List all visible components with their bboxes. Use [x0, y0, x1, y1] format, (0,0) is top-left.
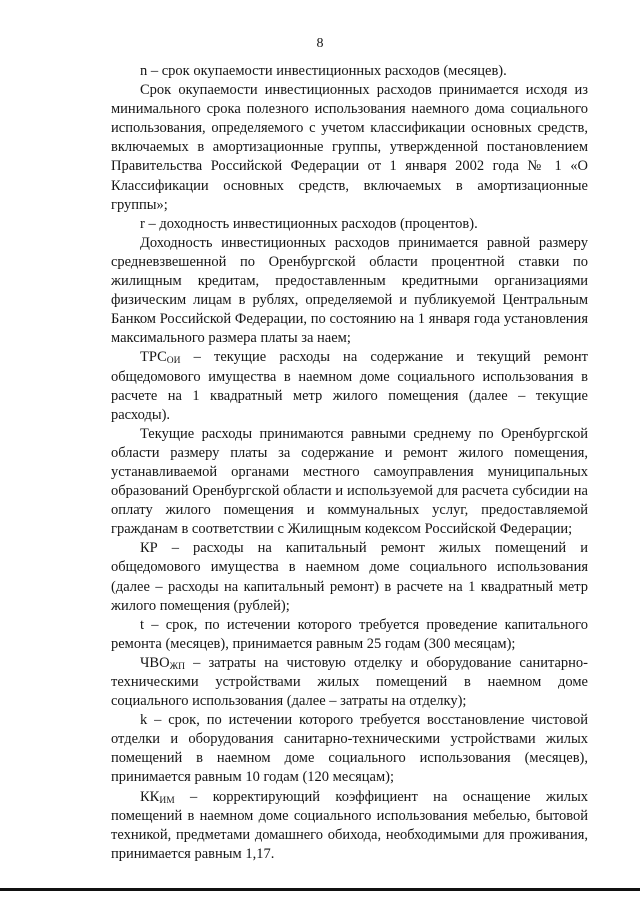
paragraph-payback-period: Срок окупаемости инвестиционных расходов принимается исходя из минимального срока полезного использования наемного дома социального использования, определяемого с учетом классификации основных средств, включаемых в амортизационные группы, утвержденной постановлением Правительства Российской Федерации от 1 января 2002 года № 1 «О Классификации основных средств, включаемых в амортизационные группы»;	[111, 82, 588, 213]
kk-text: – корректирующий коэффициент на оснащение жилых помещений в наемном доме социального использования мебелью, бытовой техникой, предметами домашнего обихода, необходимыми для проживания, принимается равным 1,17.	[111, 788, 588, 862]
term-chvo: ЧВО	[140, 654, 170, 671]
paragraph-t-definition: t – срок, по истечении которого требуется проведение капитального ремонта (месяцев), принимается равным 25 годам (300 месяцам);	[111, 616, 588, 652]
chvo-text: – затраты на чистовую отделку и оборудование санитарно-техническими устройствами жилых помещений в наемном доме социального использования (далее – затраты на отделку);	[111, 654, 588, 710]
term-trs: ТРС	[140, 349, 167, 366]
paragraph-r-definition: r – доходность инвестиционных расходов (процентов).	[140, 215, 478, 232]
paragraph-n-definition: n – срок окупаемости инвестиционных расходов (месяцев).	[140, 63, 507, 79]
term-trs-subscript: ОИ	[166, 356, 181, 367]
term-chvo-subscript: ЖП	[169, 661, 185, 672]
paragraph-k-definition: k – срок, по истечении которого требуется восстановление чистовой отделки и оборудования санитарно-техническими устройствами жилых помещений в наемном доме социального использования (месяцев), принимается равным 10 годам (120 месяцам);	[111, 712, 588, 786]
page-bottom-rule	[0, 888, 640, 891]
page-number: 8	[316, 36, 324, 51]
term-kk: КК	[140, 788, 160, 805]
document-body	[111, 62, 588, 864]
trs-text: – текущие расходы на содержание и текущий ремонт общедомового имущества в наемном доме социального использования в расчете на 1 квадратный метр жилого помещения (далее – текущие расходы).	[111, 349, 588, 423]
paragraph-trs-definition	[111, 348, 588, 424]
paragraph-profitability: Доходность инвестиционных расходов принимается равной размеру средневзвешенной по Оренбургской области процентной ставки по жилищным кредитам, предоставленным кредитными организациями физическим лицам в рублях, определяемой и публикуемой Центральным Банком Российской Федерации, по состоянию на 1 января года установления максимального размера платы за наем;	[111, 234, 588, 347]
paragraph-kk-definition	[111, 788, 588, 864]
paragraph-chvo-definition	[111, 654, 588, 711]
term-kk-subscript: ИМ	[159, 795, 175, 806]
paragraph-kr-definition: КР – расходы на капитальный ремонт жилых помещений и общедомового имущества в наемном доме социального использования (далее – расходы на капитальный ремонт) в расчете на 1 квадратный метр жилого помещения (рублей);	[111, 540, 588, 614]
paragraph-current-expenses: Текущие расходы принимаются равными среднему по Оренбургской области размеру платы за содержание и ремонт жилого помещения, устанавливаемой органами местного самоуправления муниципальных образований Оренбургской области и используемой для расчета субсидии на оплату жилого помещения и коммунальных услуг, предоставляемой гражданам в соответствии с Жилищным кодексом Российской Федерации;	[111, 425, 588, 538]
